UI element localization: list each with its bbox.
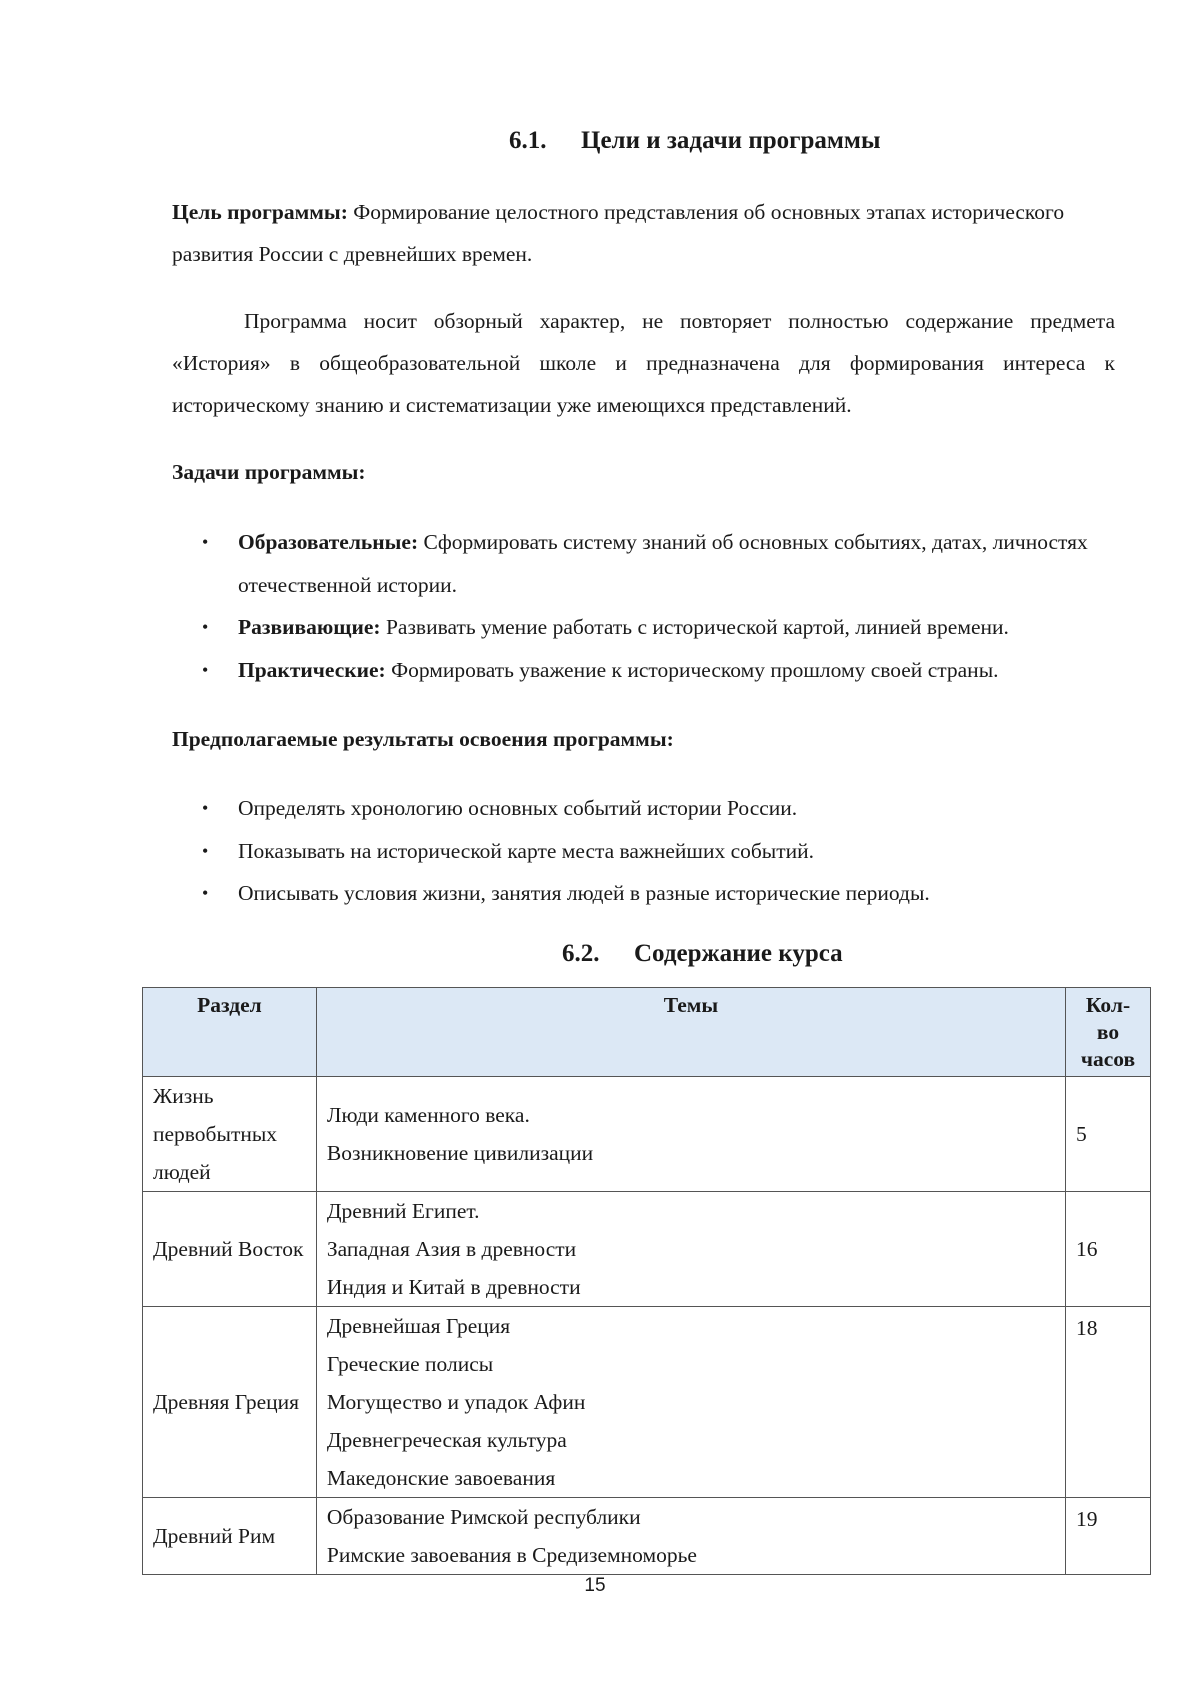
topic: Древнегреческая культура <box>326 1428 567 1452</box>
result-text: Показывать на исторической карте места важнейших событий. <box>238 838 815 863</box>
topic: Западная Азия в древности <box>326 1237 577 1261</box>
topic: Римские завоевания в Средиземноморье <box>326 1543 697 1567</box>
cell-section: Древний Восток <box>143 1192 317 1307</box>
list-item <box>172 830 1115 873</box>
result-text: Описывать условия жизни, занятия людей в разные исторические периоды. <box>238 881 930 905</box>
list-item <box>172 521 1115 606</box>
topic: Возникновение цивилизации <box>326 1141 594 1165</box>
topic: Индия и Китай в древности <box>326 1275 581 1299</box>
cell-hours: 16 <box>1066 1192 1151 1307</box>
task-label: Образовательные: <box>238 530 419 554</box>
topic: Могущество и упадок Афин <box>326 1390 586 1414</box>
goal-text: Формирование целостного представления об основных этапах исторического развития России с древнейших времен. <box>172 200 1065 266</box>
bullet-icon: • <box>202 798 209 818</box>
bullet-icon: • <box>202 659 209 680</box>
cell-topics <box>316 1498 1065 1575</box>
list-item <box>172 649 1115 692</box>
table-row <box>143 1077 1151 1192</box>
result-text: Определять хронологию основных событий истории России. <box>238 796 798 820</box>
section-title: Содержание курса <box>634 940 843 967</box>
cell-hours: 18 <box>1066 1307 1151 1498</box>
topic: Древнейшая Греция <box>326 1314 511 1338</box>
header-topics: Темы <box>316 988 1065 1077</box>
cell-hours: 5 <box>1066 1077 1151 1192</box>
cell-topics <box>316 1192 1065 1307</box>
section-heading-6-2 <box>562 940 843 968</box>
list-item <box>172 787 1115 830</box>
cell-section: Жизнь первобытных людей <box>143 1077 317 1192</box>
task-label: Практические: <box>238 657 386 682</box>
bullet-icon: • <box>202 617 209 637</box>
task-text: Развивать умение работать с исторической картой, линией времени. <box>380 615 1009 639</box>
table-header-row <box>143 988 1151 1077</box>
bullet-icon: • <box>202 532 209 552</box>
results-list <box>172 787 1115 915</box>
tasks-heading: Задачи программы: <box>172 460 366 484</box>
table-row <box>143 1498 1151 1575</box>
bullet-icon: • <box>202 883 209 903</box>
course-content-table <box>142 987 1151 1575</box>
section-title: Цели и задачи программы <box>581 127 881 154</box>
list-item <box>172 872 1115 915</box>
page-number: 15 <box>584 1575 606 1596</box>
list-item <box>172 606 1115 649</box>
header-hours: Кол-во часов <box>1066 988 1151 1077</box>
table-row <box>143 1307 1151 1498</box>
topic: Македонские завоевания <box>326 1466 556 1490</box>
cell-section: Древний Рим <box>143 1498 317 1575</box>
bullet-icon: • <box>202 840 209 861</box>
topic: Древний Египет. <box>326 1199 480 1223</box>
goal-paragraph <box>172 191 1115 275</box>
table-row <box>143 1192 1151 1307</box>
section-heading-6-1 <box>509 127 880 155</box>
header-section: Раздел <box>143 988 317 1077</box>
topic: Люди каменного века. <box>326 1103 530 1127</box>
goal-label: Цель программы: <box>172 200 348 224</box>
task-text: Формировать уважение к историческому прошлому своей страны. <box>385 657 999 682</box>
section-number: 6.1. <box>509 127 547 154</box>
cell-topics <box>316 1077 1065 1192</box>
section-number: 6.2. <box>562 940 600 967</box>
task-label: Развивающие: <box>238 615 381 639</box>
task-text: Сформировать систему знаний об основных событиях, датах, личностях отечественной истории. <box>238 530 1088 597</box>
results-heading: Предполагаемые результаты освоения программы: <box>172 727 674 751</box>
description-paragraph: Программа носит обзорный характер, не повторяет полностью содержание предмета «История» в общеобразовательной школе и предназначена для формирования интереса к историческому знанию и систематизации уже имеющихся представлений. <box>172 309 1115 417</box>
cell-section: Древняя Греция <box>143 1307 317 1498</box>
cell-topics <box>316 1307 1065 1498</box>
topic: Греческие полисы <box>326 1352 494 1376</box>
tasks-list <box>172 521 1115 691</box>
topic: Образование Римской республики <box>326 1505 641 1529</box>
cell-hours: 19 <box>1066 1498 1151 1575</box>
